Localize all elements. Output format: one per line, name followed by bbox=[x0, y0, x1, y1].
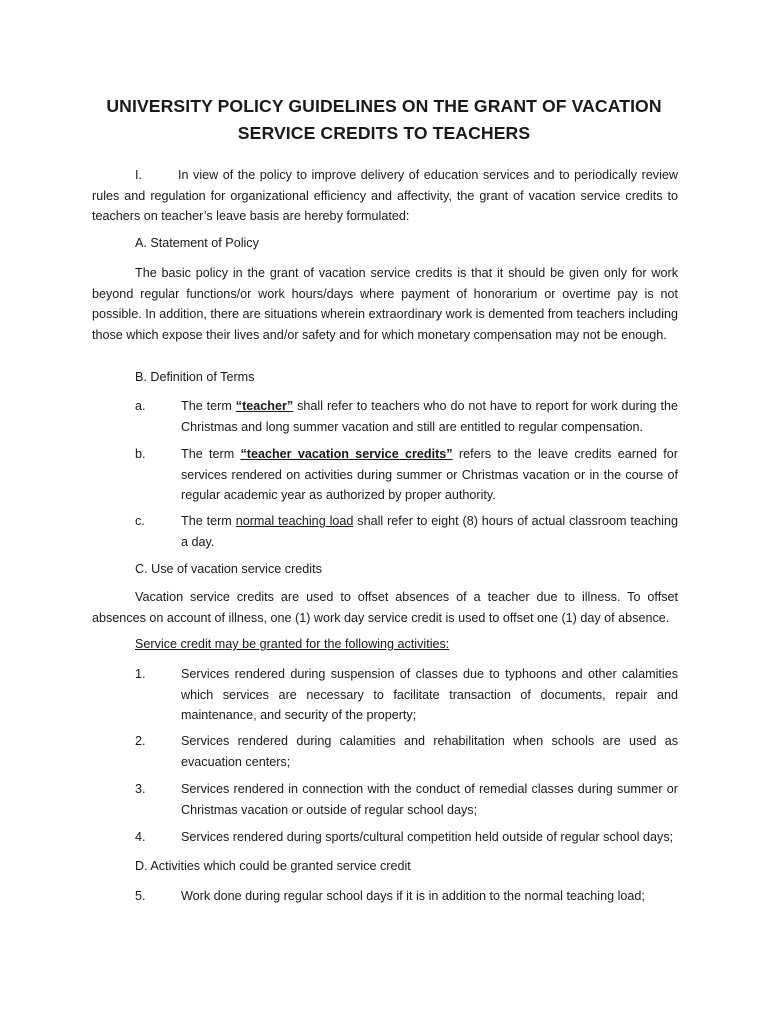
definitions-heading: B. Definition of Terms bbox=[135, 370, 255, 384]
activities-heading: D. Activities which could be granted service credit bbox=[135, 859, 411, 873]
definition-marker: b. bbox=[135, 447, 146, 461]
definition-marker: a. bbox=[135, 399, 146, 413]
definition-pre: The term bbox=[181, 399, 236, 413]
section-1-number: I. bbox=[135, 168, 142, 182]
definition-pre: The term bbox=[181, 514, 236, 528]
activity-item-3 bbox=[135, 779, 678, 820]
definition-term: “teacher” bbox=[235, 399, 294, 413]
activity-item-5 bbox=[135, 886, 678, 907]
activity-text: Services rendered during sports/cultural competition held outside of regular school days; bbox=[181, 830, 674, 844]
section-1-paragraph bbox=[92, 165, 678, 227]
activity-item-1 bbox=[135, 664, 678, 726]
definition-term: normal teaching load bbox=[235, 514, 354, 528]
use-paragraph: Vacation service credits are used to offset absences of a teacher due to illness. To offset absences on account of illness, one (1) work day service credit is used to offset one (1) day of absence. bbox=[92, 590, 678, 625]
policy-heading: A. Statement of Policy bbox=[135, 236, 259, 250]
activity-item-2 bbox=[135, 731, 678, 772]
definition-post: shall refer to eight (8) hours of actual classroom teaching a day. bbox=[181, 514, 678, 549]
definition-item-a bbox=[135, 396, 678, 437]
document-title bbox=[0, 93, 768, 147]
definition-marker: c. bbox=[135, 514, 145, 528]
activity-marker: 5. bbox=[135, 889, 146, 903]
definition-pre: The term bbox=[181, 447, 241, 461]
activity-marker: 2. bbox=[135, 734, 146, 748]
definition-item-c bbox=[135, 511, 678, 552]
activity-marker: 3. bbox=[135, 782, 146, 796]
definition-item-b bbox=[135, 444, 678, 506]
section-1-text: In view of the policy to improve delivery of education services and to periodically review rules and regulation for organizational efficiency and affectivity, the grant of vacation service credits to teachers on teacher’s leave basis are hereby formulated: bbox=[92, 168, 678, 224]
title-line-1: UNIVERSITY POLICY GUIDELINES ON THE GRANT OF VACATION bbox=[106, 96, 662, 116]
definition-post: refers to the leave credits earned for services rendered on activities during summer or Christmas vacation or in the course of regular academic year as authorized by proper authority. bbox=[181, 447, 678, 503]
activity-text: Services rendered during calamities and rehabilitation when schools are used as evacuation centers; bbox=[181, 734, 678, 769]
policy-paragraph: The basic policy in the grant of vacation service credits is that it should be given only for work beyond regular functions/or work hours/days where payment of honorarium or overtime pay is not possible. In addition, there are situations wherein extraordinary work is demented from teachers including those which expose their lives and/or safety and for which monetary compensation may not be enough. bbox=[92, 266, 678, 342]
definition-post: shall refer to teachers who do not have to report for work during the Christmas and long summer vacation and still are entitled to regular compensation. bbox=[181, 399, 678, 434]
use-subheading: Service credit may be granted for the following activities: bbox=[135, 637, 450, 651]
activity-text: Services rendered during suspension of classes due to typhoons and other calamities which services are necessary to facilitate transaction of documents, repair and maintenance, and security of the property; bbox=[181, 667, 678, 723]
activity-text: Services rendered in connection with the conduct of remedial classes during summer or Christmas vacation or outside of regular school days; bbox=[181, 782, 678, 817]
definition-term: “teacher vacation service credits” bbox=[240, 447, 453, 461]
title-line-2: SERVICE CREDITS TO TEACHERS bbox=[237, 123, 531, 143]
activity-marker: 4. bbox=[135, 830, 146, 844]
activity-marker: 1. bbox=[135, 667, 146, 681]
activity-text: Work done during regular school days if it is in addition to the normal teaching load; bbox=[181, 889, 645, 903]
use-heading: C. Use of vacation service credits bbox=[135, 562, 322, 576]
activity-item-4 bbox=[135, 827, 678, 848]
